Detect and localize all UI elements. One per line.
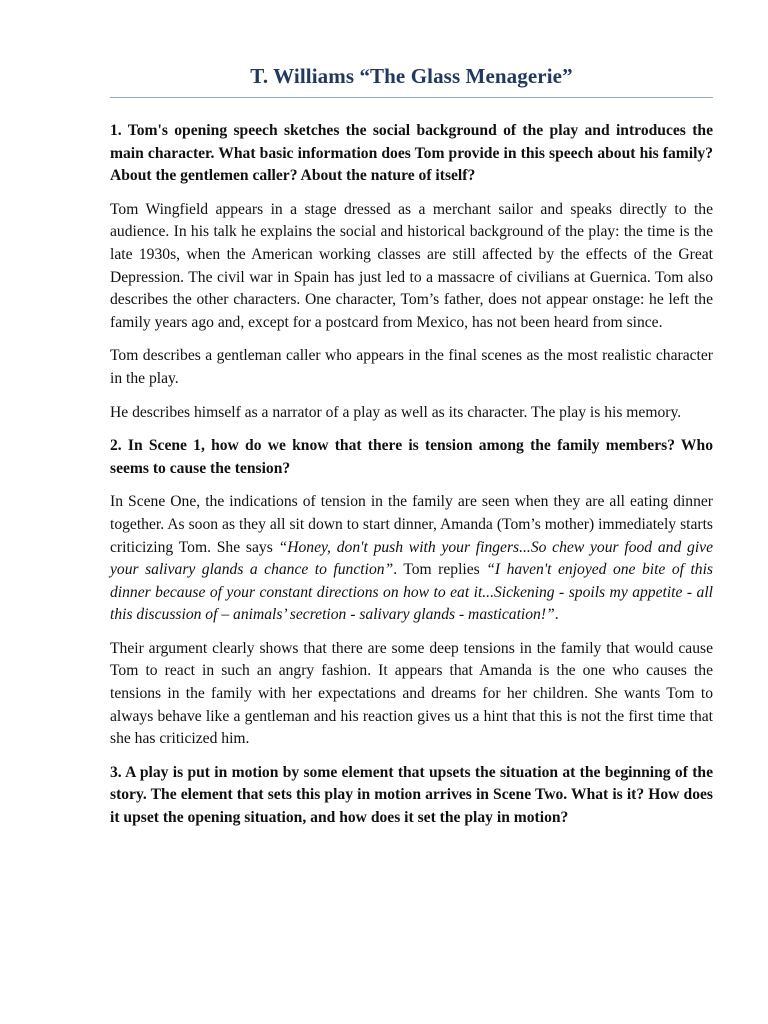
- document-title: T. Williams “The Glass Menagerie”: [110, 64, 713, 98]
- answer-2-text-b: . Tom replies: [393, 561, 487, 579]
- amanda-quote: “Honey, don't push with your fingers...So chew your food and give your salivary glands a chance to function”: [110, 538, 714, 579]
- answer-1-paragraph-3: He describes himself as a narrator of a play as well as its character. The play is his memory.: [110, 403, 682, 421]
- answer-2-text-a: In Scene One, the indications of tension in the family are seen when they are all eating dinner together. As soon as they all sit down to start dinner, Amanda (Tom’s mother) immediately starts criticizing Tom. She says: [110, 493, 713, 556]
- document-page: [110, 64, 713, 830]
- question-1: 1. Tom's opening speech sketches the social background of the play and introduces the main character. What basic information does Tom provide in this speech about his family? About the gentlemen caller? About the nature of itself?: [110, 122, 713, 185]
- answer-2-paragraph-1: [110, 491, 713, 627]
- question-2: 2. In Scene 1, how do we know that there is tension among the family members? Who seems to cause the tension?: [110, 437, 713, 477]
- answer-2-text-c: .: [554, 606, 559, 624]
- answer-1-paragraph-2: Tom describes a gentleman caller who appears in the final scenes as the most realistic character in the play.: [110, 347, 713, 387]
- answer-1-paragraph-1: Tom Wingfield appears in a stage dressed as a merchant sailor and speaks directly to the audience. In his talk he explains the social and historical background of the play: the time is the late 1930s, when the American working classes are still affected by the effects of the Great Depression. The civil war in Spain has just led to a massacre of civilians at Guernica. Tom also describes the other characters. One character, Tom’s father, does not appear onstage: he left the family years ago and, except for a postcard from Mexico, has not been heard from since.: [110, 200, 713, 331]
- question-3: 3. A play is put in motion by some element that upsets the situation at the beginning of the story. The element that sets this play in motion arrives in Scene Two. What is it? How does it upset the opening situation, and how does it set the play in motion?: [110, 763, 713, 827]
- answer-2-paragraph-2: Their argument clearly shows that there are some deep tensions in the family that would cause Tom to react in such an angry fashion. It appears that Amanda is the one who causes the tensions in the family with her expectations and dreams for her children. She wants Tom to always behave like a gentleman and his reaction gives us a hint that this is not the first time that she has criticized him.: [110, 639, 713, 748]
- tom-quote: “I haven't enjoyed one bite of this dinner because of your constant directions on how to eat it...Sickening - spoils my appetite - all this discussion of – animals’ secretion - salivary glands - mastication!”: [110, 561, 713, 624]
